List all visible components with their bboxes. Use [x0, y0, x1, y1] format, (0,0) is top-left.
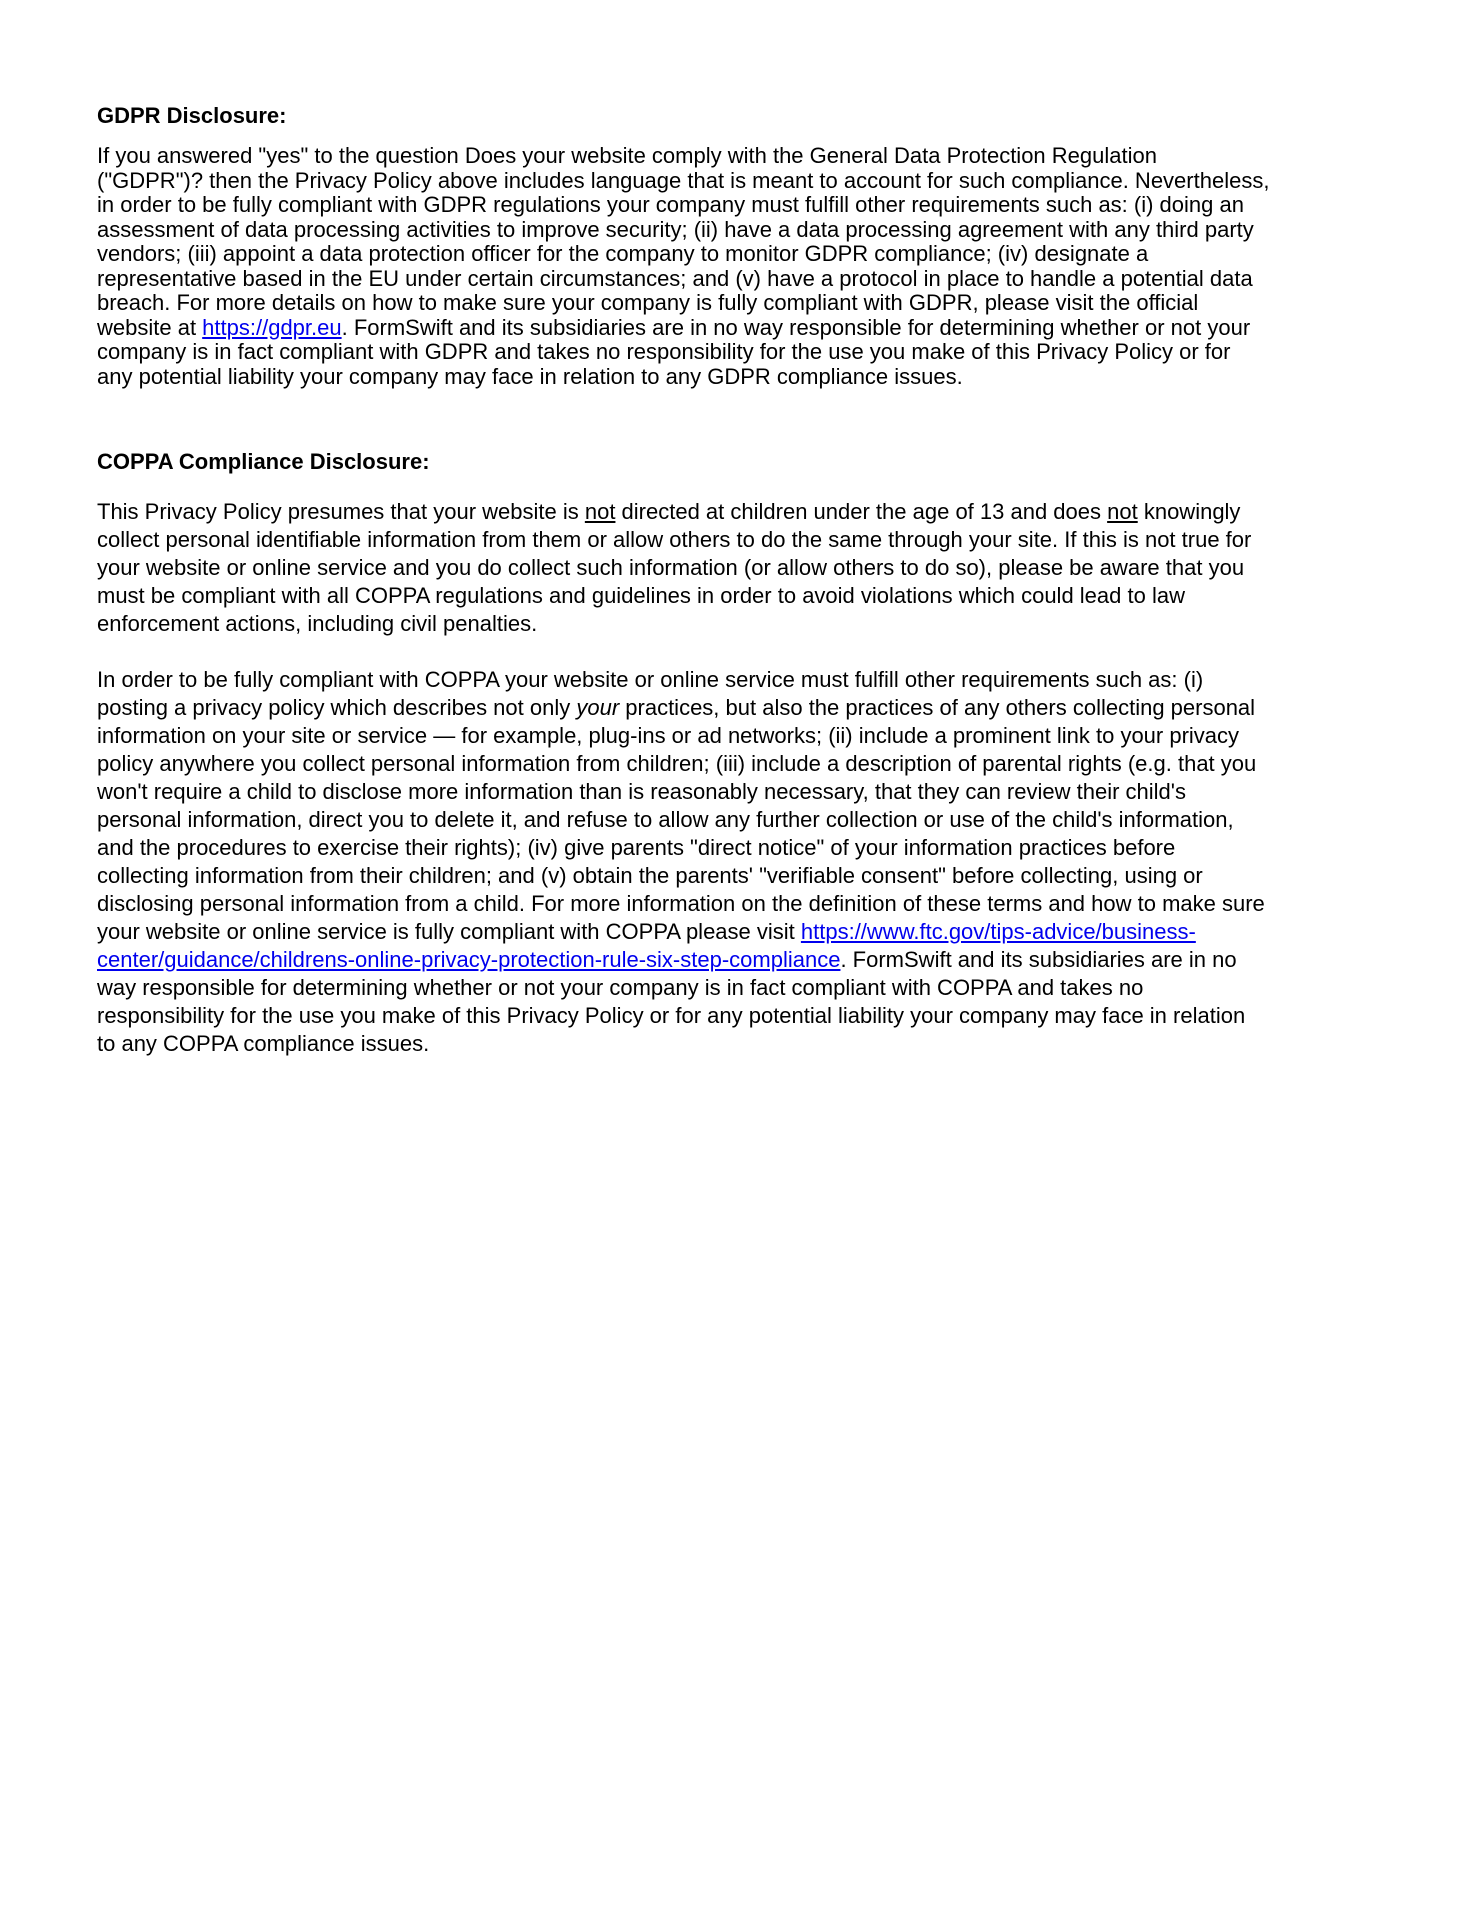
- coppa-line: and the procedures to exercise their rights); (iv) give parents "direct notice" of your information practices before: [97, 835, 1176, 860]
- gdpr-text: . FormSwift and its subsidiaries are in no way responsible for determining whether or not your: [341, 314, 1251, 340]
- gdpr-text: website at: [97, 314, 203, 340]
- coppa-paragraph-2: [97, 666, 1397, 1058]
- coppa-text: your website or online service is fully compliant with COPPA please visit: [97, 919, 801, 944]
- coppa-line: won't require a child to disclose more information than is reasonably necessary, that they can review their child's: [97, 779, 1186, 804]
- coppa-text: knowingly: [1137, 499, 1241, 524]
- coppa-line: enforcement actions, including civil penalties.: [97, 611, 538, 636]
- gdpr-line: in order to be fully compliant with GDPR regulations your company must fulfill other requirements such as: (i) doing an: [97, 192, 1244, 217]
- coppa-line: way responsible for determining whether or not your company is in fact compliant with COPPA and takes no: [97, 975, 1144, 1000]
- coppa-line: must be compliant with all COPPA regulations and guidelines in order to avoid violations which could lead to law: [97, 583, 1185, 608]
- coppa-line: [97, 918, 1397, 946]
- gdpr-line: If you answered "yes" to the question Does your website comply with the General Data Protection Regulation: [97, 143, 1157, 168]
- gdpr-line: [97, 316, 1397, 341]
- coppa-text: This Privacy Policy presumes that your website is: [97, 499, 585, 524]
- ftc-link-part-2[interactable]: center/guidance/childrens-online-privacy-protection-rule-six-step-compliance: [97, 947, 841, 972]
- coppa-section: [97, 448, 1397, 1058]
- coppa-not-emphasis: not: [1107, 499, 1138, 524]
- gdpr-line: any potential liability your company may face in relation to any GDPR compliance issues.: [97, 363, 963, 389]
- coppa-line: personal information, direct you to delete it, and refuse to allow any further collection or use of the child's information,: [97, 807, 1234, 832]
- coppa-line: [97, 946, 1397, 974]
- gdpr-line: assessment of data processing activities to improve security; (ii) have a data processing agreement with any third party: [97, 216, 1254, 242]
- gdpr-heading: GDPR Disclosure:: [97, 103, 287, 128]
- gdpr-paragraph: [97, 144, 1397, 389]
- gdpr-link[interactable]: https://gdpr.eu: [202, 314, 342, 340]
- coppa-line: responsibility for the use you make of this Privacy Policy or for any potential liability your company may face in relation: [97, 1003, 1246, 1028]
- coppa-line: collecting information from their children; and (v) obtain the parents' "verifiable consent" before collecting, using or: [97, 863, 1203, 888]
- coppa-not-emphasis: not: [584, 499, 616, 524]
- gdpr-line: representative based in the EU under certain circumstances; and (v) have a protocol in place to handle a potential data: [97, 265, 1253, 291]
- coppa-heading: COPPA Compliance Disclosure:: [97, 449, 430, 474]
- coppa-paragraph-1: [97, 498, 1397, 638]
- gdpr-section: [97, 102, 1397, 389]
- coppa-line: collect personal identifiable information from them or allow others to do the same through your site. If this is not true for: [97, 527, 1252, 552]
- document-page: [97, 102, 1397, 1058]
- coppa-line: In order to be fully compliant with COPPA your website or online service must fulfill other requirements such as: (i): [97, 667, 1204, 692]
- coppa-text: . FormSwift and its subsidiaries are in no: [840, 947, 1237, 972]
- coppa-line: policy anywhere you collect personal information from children; (iii) include a description of parental rights (e.g. that you: [97, 751, 1257, 776]
- gdpr-line: breach. For more details on how to make sure your company is fully compliant with GDPR, please visit the official: [97, 290, 1199, 315]
- coppa-text: directed at children under the age of 13 and does: [615, 499, 1108, 524]
- coppa-line: disclosing personal information from a child. For more information on the definition of these terms and how to make sure: [97, 891, 1265, 916]
- coppa-line: [97, 498, 1397, 526]
- coppa-line: your website or online service and you do collect such information (or allow others to do so), please be aware that you: [97, 555, 1245, 580]
- gdpr-line: vendors; (iii) appoint a data protection officer for the company to monitor GDPR compliance; (iv) designate a: [97, 241, 1149, 266]
- gdpr-line: ("GDPR")? then the Privacy Policy above includes language that is meant to account for such compliance. Nevertheless,: [97, 167, 1270, 193]
- ftc-link-part-1[interactable]: https://www.ftc.gov/tips-advice/business-: [800, 919, 1196, 944]
- coppa-line: information on your site or service — for example, plug-ins or ad networks; (ii) include a prominent link to your privacy: [97, 723, 1240, 748]
- gdpr-line: company is in fact compliant with GDPR and takes no responsibility for the use you make of this Privacy Policy or for: [97, 339, 1231, 364]
- coppa-line: to any COPPA compliance issues.: [97, 1031, 430, 1056]
- coppa-text: practices, but also the practices of any others collecting personal: [619, 695, 1256, 720]
- coppa-line: [97, 694, 1397, 722]
- coppa-text: posting a privacy policy which describes not only: [97, 695, 577, 720]
- coppa-your-emphasis: your: [576, 695, 620, 720]
